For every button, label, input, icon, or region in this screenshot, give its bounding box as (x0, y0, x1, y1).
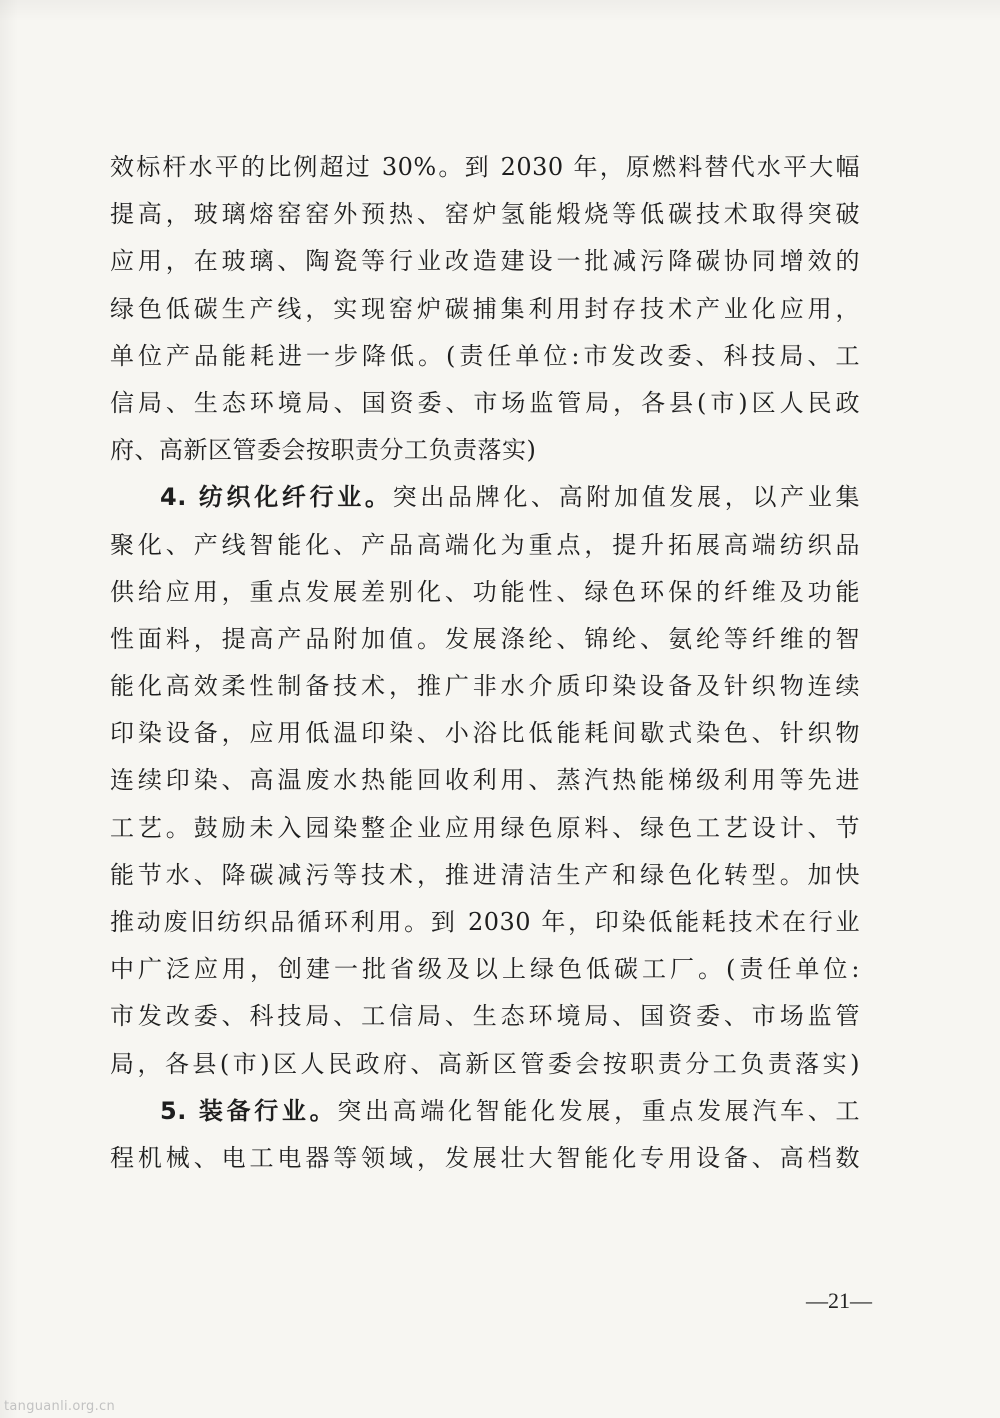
text-line: 提高，玻璃熔窑窑外预热、窑炉氢能煅烧等低碳技术取得突破 (110, 200, 860, 229)
text-line: 连续印染、高温废水热能回收利用、蒸汽热能梯级利用等先进 (110, 766, 860, 795)
text-line: 程机械、电工电器等领域，发展壮大智能化专用设备、高档数 (110, 1143, 860, 1172)
text-line: 工艺。鼓励未入园染整企业应用绿色原料、绿色工艺设计、节 (110, 813, 860, 842)
body-text (110, 144, 860, 1182)
text-line: 推动废旧纺织品循环利用。到 2030 年，印染低能耗技术在行业 (110, 908, 860, 936)
section-4-first-line (110, 474, 860, 521)
section-4-first-line-text: 突出品牌化、高附加值发展，以产业集 (392, 483, 861, 512)
section-5-first-line (110, 1088, 860, 1135)
watermark-text: tanguanli.org.cn (4, 1399, 115, 1414)
page-number: —21— (806, 1288, 872, 1313)
text-line: 应用，在玻璃、陶瓷等行业改造建设一批减污降碳协同增效的 (110, 247, 860, 276)
text-line: 能化高效柔性制备技术，推广非水介质印染设备及针织物连续 (110, 672, 860, 701)
text-line: 印染设备，应用低温印染、小浴比低能耗间歇式染色、针织物 (110, 719, 860, 748)
text-line: 性面料，提高产品附加值。发展涤纶、锦纶、氨纶等纤维的智 (110, 624, 860, 653)
text-line: 市发改委、科技局、工信局、生态环境局、国资委、市场监管 (110, 1002, 860, 1031)
text-line: 绿色低碳生产线，实现窑炉碳捕集利用封存技术产业化应用， (110, 294, 860, 323)
section-5-heading: 5. 装备行业。 (160, 1096, 338, 1125)
text-line: 能节水、降碳减污等技术，推进清洁生产和绿色化转型。加快 (110, 860, 860, 889)
text-line: 聚化、产线智能化、产品高端化为重点，提升拓展高端纺织品 (110, 530, 860, 559)
section-4-heading: 4. 纺织化纤行业。 (160, 483, 393, 512)
text-line: 供给应用，重点发展差别化、功能性、绿色环保的纤维及功能 (110, 577, 860, 606)
text-line: 单位产品能耗进一步降低。(责任单位:市发改委、科技局、工 (110, 341, 860, 370)
text-line: 效标杆水平的比例超过 30%。到 2030 年，原燃料替代水平大幅 (110, 153, 860, 181)
text-line: 信局、生态环境局、国资委、市场监管局，各县(市)区人民政 (110, 388, 860, 417)
text-line: 中广泛应用，创建一批省级及以上绿色低碳工厂。(责任单位: (110, 955, 860, 984)
text-line: 局，各县(市)区人民政府、高新区管委会按职责分工负责落实) (110, 1049, 860, 1078)
text-line: 府、高新区管委会按职责分工负责落实) (110, 436, 537, 465)
section-5-first-line-text: 突出高端化智能化发展，重点发展汽车、工 (337, 1096, 861, 1125)
